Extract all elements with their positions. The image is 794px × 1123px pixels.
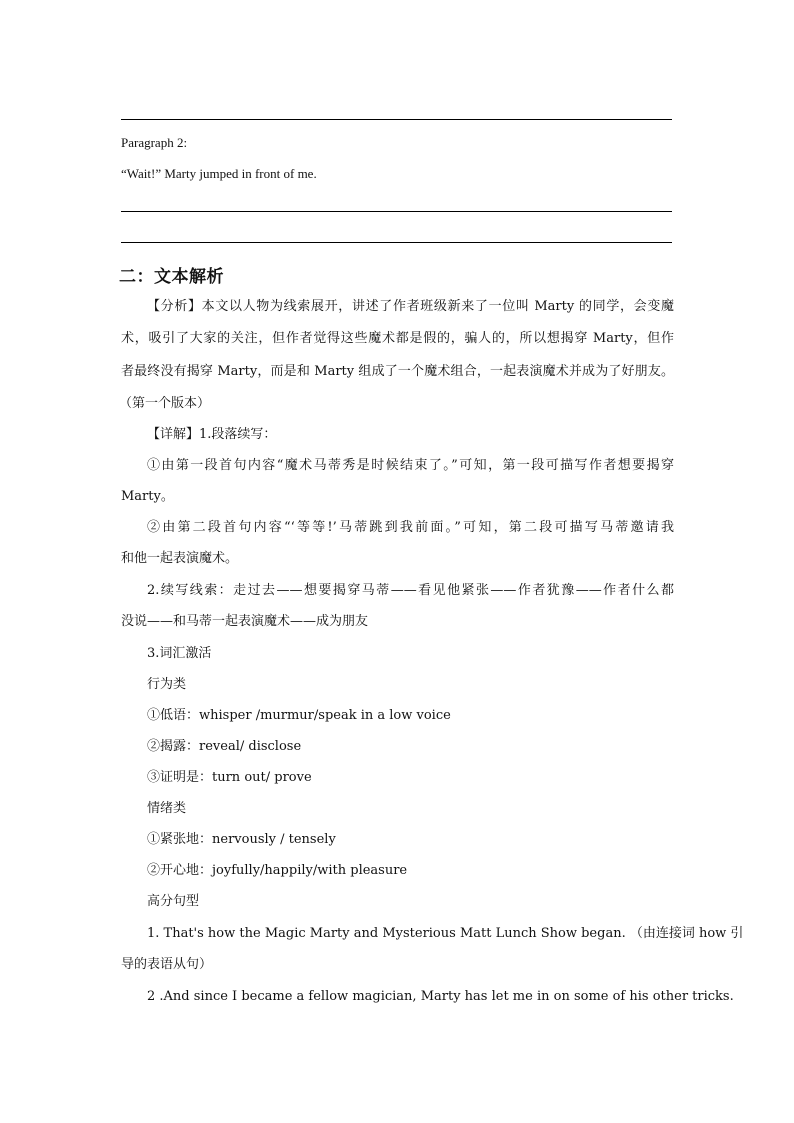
writing-line: [121, 242, 672, 243]
category-heading: 高分句型: [147, 894, 200, 909]
details-text-line: Marty。: [121, 489, 174, 504]
vocab-heading: 3.词汇激活: [147, 646, 212, 661]
sentence-example-line: 1. That's how the Magic Marty and Mysterious Matt Lunch Show began. （由连接词 how 引: [147, 926, 744, 941]
vocab-item: ②揭露：reveal/ disclose: [147, 739, 302, 754]
section-title: 二：文本解析: [119, 267, 224, 287]
clue-text-line: 没说——和马蒂一起表演魔术——成为朋友: [121, 614, 369, 629]
sentence-example-line: 导的表语从句）: [121, 957, 213, 972]
sentence-example-line: 2 .And since I became a fellow magician, Marty has let me in on some of his other tricks.: [147, 989, 734, 1004]
analysis-text-line: （第一个版本）: [119, 396, 211, 411]
clue-text-line: 2.续写线索：走过去——想要揭穿马蒂——看见他紧张——作者犹豫——作者什么都: [147, 583, 674, 598]
details-heading: 【详解】1.段落续写：: [147, 427, 277, 442]
paragraph2-label: Paragraph 2:: [121, 135, 188, 150]
analysis-text-line: 【分析】本文以人物为线索展开，讲述了作者班级新来了一位叫 Marty 的同学，会变魔: [147, 299, 674, 314]
details-text-line: ②由第二段首句内容“‘等等!’马蒂跳到我前面。”可知，第二段可描写马蒂邀请我: [147, 520, 674, 535]
vocab-item: ③证明是：turn out/ prove: [147, 770, 312, 785]
writing-line: [121, 211, 672, 212]
category-heading: 情绪类: [147, 801, 187, 816]
details-text-line: ①由第一段首句内容“魔术马蒂秀是时候结束了。”可知，第一段可描写作者想要揭穿: [147, 458, 674, 473]
vocab-item: ①低语：whisper /murmur/speak in a low voice: [147, 708, 451, 723]
category-heading: 行为类: [147, 677, 187, 692]
analysis-text-line: 者最终没有揭穿 Marty，而是和 Marty 组成了一个魔术组合，一起表演魔术并成为了好朋友。: [121, 364, 674, 379]
analysis-text-line: 术，吸引了大家的关注，但作者觉得这些魔术都是假的，骗人的，所以想揭穿 Marty，但作: [121, 331, 674, 346]
vocab-item: ①紧张地：nervously / tensely: [147, 832, 336, 847]
paragraph2-opening-sentence: “Wait!” Marty jumped in front of me.: [121, 166, 317, 181]
details-text-line: 和他一起表演魔术。: [121, 551, 239, 566]
writing-line: [121, 119, 672, 120]
vocab-item: ②开心地：joyfully/happily/with pleasure: [147, 863, 408, 878]
